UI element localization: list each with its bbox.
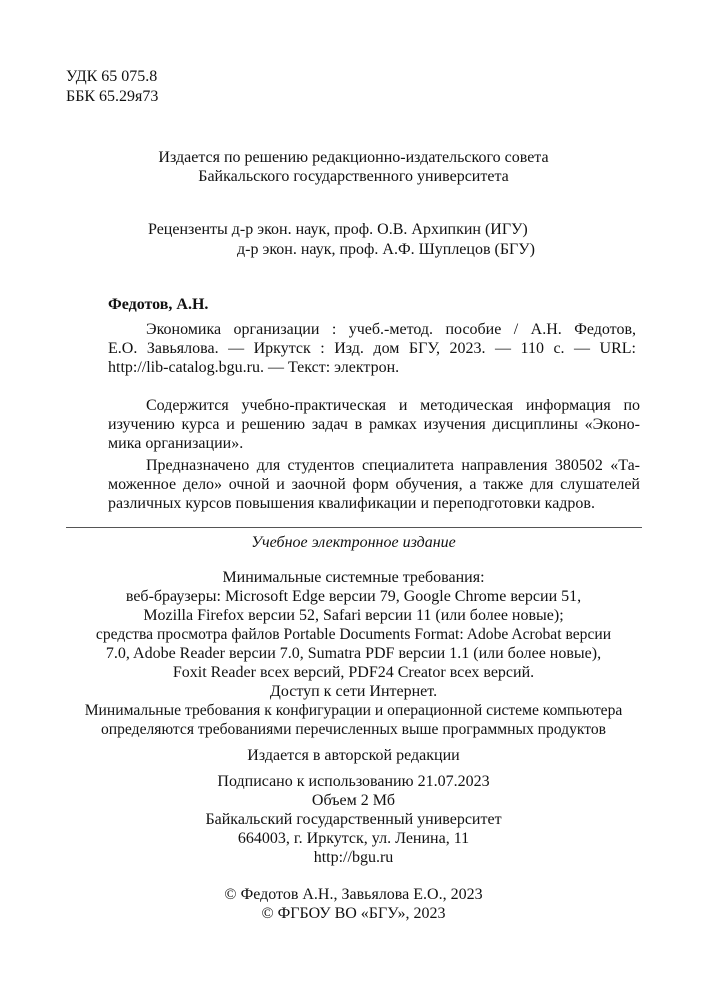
sysreq-line-7: Доступ к сети Интернет.: [269, 683, 438, 700]
copyright-authors: © Федотов А.Н., Завьялова Е.О., 2023: [224, 886, 483, 903]
sysreq-line-4: средства просмотра файлов Portable Documents Format: Adobe Acrobat версии: [95, 626, 612, 643]
annotation-p1-line-2: изучению курса и решению задач в рамках изучения дисциплины «Эконо-: [108, 416, 640, 433]
copyright-institution: © ФГБОУ ВО «БГУ», 2023: [261, 905, 446, 922]
imprint-address: 664003, г. Иркутск, ул. Ленина, 11: [237, 830, 470, 847]
horizontal-divider: [66, 527, 642, 528]
annotation-p2-line-3: различных курсов повышения квалификации и переподготовки кадров.: [108, 495, 595, 512]
annotation-p2-line-2: моженное дело» очной и заочной форм обучения, а также для слушателей: [108, 476, 640, 493]
publication-notice-line-2: Байкальского государственного университета: [198, 168, 509, 185]
sysreq-line-9: определяются требованиями перечисленных выше программных продуктов: [100, 721, 606, 738]
reviewers-line-1: Рецензенты д-р экон. наук, проф. О.В. Архипкин (ИГУ): [148, 221, 528, 238]
annotation-p1-line-1: Содержится учебно-практическая и методическая информация по: [146, 397, 640, 414]
imprint-publisher: Байкальский государственный университет: [205, 811, 502, 828]
imprint-website: http://bgu.ru: [313, 849, 394, 866]
authors-edition: Издается в авторской редакции: [247, 747, 460, 764]
annotation-p2-line-1: Предназначено для студентов специалитета направления 380502 «Та-: [146, 457, 640, 474]
sysreq-line-3: Mozilla Firefox версии 52, Safari версии 11 (или более новые);: [143, 607, 564, 624]
bibliographic-author: Федотов, А.Н.: [108, 296, 209, 313]
bbk-code: ББК 65.29я73: [66, 88, 159, 105]
sysreq-line-1: Минимальные системные требования:: [222, 569, 485, 586]
imprint-signed-date: Подписано к использованию 21.07.2023: [217, 773, 490, 790]
imprint-volume: Объем 2 Мб: [311, 792, 396, 809]
publication-notice-line-1: Издается по решению редакционно-издательского совета: [158, 149, 549, 166]
reviewers-line-2: д-р экон. наук, проф. А.Ф. Шуплецов (БГУ): [237, 241, 535, 258]
sysreq-line-5: 7.0, Adobe Reader версии 7.0, Sumatra PDF версии 1.1 (или более новые),: [105, 645, 602, 662]
annotation-p1-line-3: мика организации».: [108, 435, 244, 452]
sysreq-line-6: Foxit Reader всех версий, PDF24 Creator всех версий.: [172, 664, 535, 681]
bibliographic-line-3: http://lib-catalog.bgu.ru. — Текст: электрон.: [108, 359, 400, 376]
bibliographic-line-2: Е.О. Завьялова. — Иркутск : Изд. дом БГУ, 2023. — 110 с. — URL:: [108, 340, 636, 357]
sysreq-line-8: Минимальные требования к конфигурации и операционной системе компьютера: [84, 702, 623, 719]
edition-type: Учебное электронное издание: [251, 534, 456, 551]
bibliographic-line-1: Экономика организации : учеб.-метод. пособие / А.Н. Федотов,: [146, 321, 636, 338]
sysreq-line-2: веб-браузеры: Microsoft Edge версии 79, Google Chrome версии 51,: [125, 588, 582, 605]
udk-code: УДК 65 075.8: [66, 68, 158, 85]
